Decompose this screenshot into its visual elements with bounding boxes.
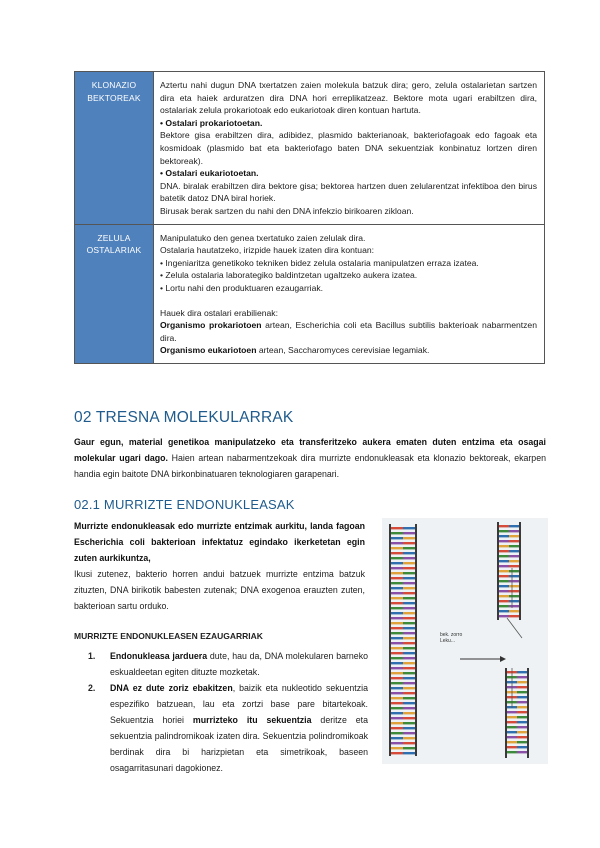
dna-base-pair xyxy=(403,587,415,589)
dna-restriction-figure xyxy=(382,518,548,764)
dna-base-pair xyxy=(391,622,403,624)
dna-base-pair xyxy=(509,595,519,597)
dna-base-pair xyxy=(517,736,527,738)
dna-base-pair xyxy=(403,602,415,604)
dna-base-pair xyxy=(403,557,415,559)
dna-base-pair xyxy=(499,545,509,547)
section-intro: Gaur egun, material genetikoa manipulatzeko eta transferitzeko aukera ematen duten entzima eta osagai molekular ugari dago. Haien artean nabarmentzekoak dira murrizte endonukleasak eta klonazio bektoreak, ekarpen handia egin baitote DNA birkonbinatuaren teknologiaren garapenari. xyxy=(74,437,546,479)
dna-base-pair xyxy=(391,532,403,534)
dna-base-pair xyxy=(403,592,415,594)
dna-base-pair xyxy=(517,671,527,673)
paragraph: DNA. biralak erabiltzen dira bektore gisa; bektorea hartzen duen zelularentzat infektiboa den birus batetik datoz DNA biral horiek. xyxy=(160,180,537,204)
dna-base-pair xyxy=(499,610,509,612)
table-row xyxy=(75,224,545,363)
paragraph: Aztertu nahi dugun DNA txertatzen zaien molekula batzuk dira; gero, zelula ostalarietan sartzen dira eta haiek arduratzen dira DNA hori erreplikatzeaz. Bektore mota ugari erabiltzen dira, ostalariak zelula prokariotoak edo eukariotoak diren kontuan hartuta. xyxy=(160,80,537,116)
dna-base-pair xyxy=(403,732,415,734)
paragraph: Hauek dira ostalari erabilienak: xyxy=(160,307,278,318)
dna-base-pair xyxy=(391,647,403,649)
dna-base-pair xyxy=(403,707,415,709)
paragraph: Birusak berak sartzen du nahi den DNA infekzio birikoaren zikloan. xyxy=(160,205,414,216)
dna-base-pair xyxy=(509,600,519,602)
dna-base-pair xyxy=(403,627,415,629)
dna-base-pair xyxy=(509,580,519,582)
dna-base-pair xyxy=(507,746,517,748)
dna-base-pair xyxy=(499,595,509,597)
dna-base-pair xyxy=(509,575,519,577)
dna-base-pair xyxy=(391,637,403,639)
dna-base-pair xyxy=(391,672,403,674)
dna-base-pair xyxy=(403,572,415,574)
dna-base-pair xyxy=(391,617,403,619)
dna-helix-right-top xyxy=(498,522,520,620)
dna-base-pair xyxy=(391,542,403,544)
dna-base-pair xyxy=(403,697,415,699)
list-item: Organismo prokariotoen artean, Escherichia coli eta Bacillus subtilis bakterioak nabarmentzen dira. xyxy=(160,320,537,343)
row-body-klonazio xyxy=(154,72,545,225)
dna-base-pair xyxy=(517,706,527,708)
dna-base-pair xyxy=(391,737,403,739)
dna-base-pair xyxy=(509,585,519,587)
dna-base-pair xyxy=(403,687,415,689)
dna-diagram xyxy=(382,518,548,764)
dna-base-pair xyxy=(403,632,415,634)
dna-base-pair xyxy=(499,590,509,592)
dna-base-pair xyxy=(391,642,403,644)
list-item: • Lortu nahi den produktuaren ezaugarriak. xyxy=(160,282,324,293)
dna-base-pair xyxy=(391,562,403,564)
list-item: 1. Endonukleasa jarduera dute, hau da, DNA molekularen barneko eskualdeetan egiten dituzte mozketak. xyxy=(88,651,368,677)
paragraph: Manipulatuko den genea txertatuko zaien zelulak dira. xyxy=(160,232,366,243)
dna-base-pair xyxy=(403,532,415,534)
dna-base-pair xyxy=(499,600,509,602)
info-table xyxy=(74,71,545,364)
dna-base-pair xyxy=(403,672,415,674)
dna-base-pair xyxy=(403,617,415,619)
dna-base-pair xyxy=(499,525,509,527)
dna-base-pair xyxy=(403,537,415,539)
dna-base-pair xyxy=(403,527,415,529)
dna-base-pair xyxy=(499,565,509,567)
dna-base-pair xyxy=(403,612,415,614)
dna-base-pair xyxy=(517,681,527,683)
dna-base-pair xyxy=(391,727,403,729)
dna-base-pair xyxy=(507,751,517,753)
dna-base-pair xyxy=(391,722,403,724)
paragraph: Ostalaria hautatzeko, irizpide hauek izaten dira kontuan: xyxy=(160,245,375,256)
dna-base-pair xyxy=(403,727,415,729)
dna-base-pair xyxy=(509,590,519,592)
dna-base-pair xyxy=(403,737,415,739)
list-item: • Zelula ostalaria laborategiko baldintzetan ugaltzeko aukera izatea. xyxy=(160,270,418,281)
dna-base-pair xyxy=(391,697,403,699)
dna-base-pair xyxy=(507,721,517,723)
dna-base-pair xyxy=(499,615,509,617)
row-header-zelula: ZELULA OSTALARIAK xyxy=(75,224,154,363)
dna-base-pair xyxy=(509,530,519,532)
dna-base-pair xyxy=(517,726,527,728)
dna-base-pair xyxy=(403,542,415,544)
subsection-title: 02.1 MURRIZTE ENDONUKLEASAK xyxy=(74,497,295,512)
dna-base-pair xyxy=(391,692,403,694)
dna-base-pair xyxy=(517,686,527,688)
dna-base-pair xyxy=(517,691,527,693)
dna-base-pair xyxy=(403,642,415,644)
subsection-body xyxy=(74,518,365,614)
paragraph: Bektore gisa erabiltzen dira, adibidez, plasmido bakterianoak, bakteriofagoak edo fagoak eta kosmidoak (plasmido bat eta bakteriofago baten DNA sekuentziak konbinatuz lortzen diren bektoreak). xyxy=(160,130,537,166)
list-item: • Ingeniaritza genetikoko tekniken bidez zelula ostalaria manipulatzen erraza izatea. xyxy=(160,257,479,268)
dna-base-pair xyxy=(403,747,415,749)
dna-base-pair xyxy=(391,612,403,614)
dna-base-pair xyxy=(403,717,415,719)
dna-base-pair xyxy=(403,722,415,724)
dna-base-pair xyxy=(391,567,403,569)
dna-base-pair xyxy=(391,667,403,669)
dna-base-pair xyxy=(403,667,415,669)
dna-base-pair xyxy=(391,597,403,599)
dna-base-pair xyxy=(403,582,415,584)
dna-base-pair xyxy=(391,747,403,749)
list-item: 2. DNA ez dute zoriz ebakitzen, baizik eta nukleotido sekuentzia espezifiko batzuean, lau eta zortzi base pare bitartekoak. Sekuentzia horiei murrizteko itu sekuentzia deritze eta sekuentzia palindromikoak izaten dira. Sekuentzia polindromikoak berdinak dira bi harizpietan eta simetrikoak, baseen osagarritasunari dagokionez. xyxy=(88,683,368,773)
dna-base-pair xyxy=(499,555,509,557)
dna-base-pair xyxy=(507,711,517,713)
dna-base-pair xyxy=(391,527,403,529)
dna-base-pair xyxy=(499,605,509,607)
dna-base-pair xyxy=(517,751,527,753)
dna-base-pair xyxy=(391,602,403,604)
dna-helix-right-bottom xyxy=(506,668,528,758)
dna-base-pair xyxy=(499,575,509,577)
row-header-klonazio: KLONAZIO BEKTOREAK xyxy=(75,72,154,225)
dna-base-pair xyxy=(403,752,415,754)
dna-base-pair xyxy=(499,550,509,552)
dna-helix-left xyxy=(390,524,416,756)
dna-base-pair xyxy=(499,530,509,532)
dna-base-pair xyxy=(499,570,509,572)
dna-base-pair xyxy=(509,605,519,607)
dna-base-pair xyxy=(391,577,403,579)
dna-base-pair xyxy=(391,707,403,709)
dna-base-pair xyxy=(391,537,403,539)
paragraph: Ikusi zutenez, bakterio horren andui batzuek murrizte entzima batzuk zituzten, DNA birikotik babesten zutenak; DNA exogenoa erauzten zuten, bakterioan sartu orduko. xyxy=(74,569,365,611)
dna-base-pair xyxy=(391,732,403,734)
dna-base-pair xyxy=(403,702,415,704)
dna-base-pair xyxy=(517,721,527,723)
dna-base-pair xyxy=(499,585,509,587)
dna-base-pair xyxy=(509,550,519,552)
dna-base-pair xyxy=(403,607,415,609)
dna-base-pair xyxy=(403,712,415,714)
dna-base-pair xyxy=(391,682,403,684)
dna-base-pair xyxy=(403,552,415,554)
dna-base-pair xyxy=(499,560,509,562)
list-item: Organismo eukariotoen artean, Saccharomyces cerevisiae legamiak. xyxy=(160,345,430,356)
dna-base-pair xyxy=(507,731,517,733)
dna-base-pair xyxy=(517,676,527,678)
dna-base-pair xyxy=(507,716,517,718)
dna-base-pair xyxy=(391,572,403,574)
bullet-title: • Ostalari prokariotoetan. xyxy=(160,117,263,128)
dna-base-pair xyxy=(403,692,415,694)
bullet-title: • Ostalari eukariotoetan. xyxy=(160,168,259,179)
dna-base-pair xyxy=(391,687,403,689)
dna-base-pair xyxy=(391,652,403,654)
dna-base-pair xyxy=(517,701,527,703)
dna-base-pair xyxy=(403,622,415,624)
features-title: MURRIZTE ENDONUKLEASEN EZAUGARRIAK xyxy=(74,631,263,641)
dna-base-pair xyxy=(391,657,403,659)
dna-base-pair xyxy=(509,545,519,547)
dna-base-pair xyxy=(517,746,527,748)
dna-base-pair xyxy=(403,647,415,649)
dna-base-pair xyxy=(391,717,403,719)
dna-base-pair xyxy=(391,552,403,554)
dna-base-pair xyxy=(403,567,415,569)
dna-base-pair xyxy=(391,702,403,704)
dna-base-pair xyxy=(507,736,517,738)
dna-base-pair xyxy=(391,592,403,594)
dna-base-pair xyxy=(517,696,527,698)
dna-base-pair xyxy=(403,652,415,654)
dna-base-pair xyxy=(403,662,415,664)
dna-base-pair xyxy=(517,741,527,743)
dna-base-pair xyxy=(509,525,519,527)
dna-base-pair xyxy=(499,535,509,537)
dna-base-pair xyxy=(391,547,403,549)
dna-base-pair xyxy=(507,726,517,728)
figure-label: Leku... xyxy=(440,638,456,644)
dna-base-pair xyxy=(391,742,403,744)
dna-base-pair xyxy=(499,540,509,542)
dna-base-pair xyxy=(391,662,403,664)
dna-base-pair xyxy=(517,716,527,718)
dna-base-pair xyxy=(391,607,403,609)
dna-base-pair xyxy=(391,632,403,634)
dna-base-pair xyxy=(391,587,403,589)
dna-base-pair xyxy=(403,682,415,684)
dna-base-pair xyxy=(507,741,517,743)
table-row xyxy=(75,72,545,225)
row-body-zelula xyxy=(154,224,545,363)
section-title: 02 TRESNA MOLEKULARRAK xyxy=(74,409,294,426)
dna-base-pair xyxy=(509,560,519,562)
features-list xyxy=(88,648,368,776)
dna-base-pair xyxy=(391,752,403,754)
dna-base-pair xyxy=(509,570,519,572)
dna-base-pair xyxy=(517,711,527,713)
dna-base-pair xyxy=(391,677,403,679)
dna-base-pair xyxy=(517,731,527,733)
dna-base-pair xyxy=(403,577,415,579)
arrow-head-icon xyxy=(500,656,506,662)
dna-base-pair xyxy=(403,637,415,639)
figure-label: bek. zorro xyxy=(440,632,463,638)
dna-base-pair xyxy=(509,615,519,617)
dna-base-pair xyxy=(403,657,415,659)
dna-base-pair xyxy=(391,557,403,559)
dna-base-pair xyxy=(403,677,415,679)
dna-base-pair xyxy=(509,565,519,567)
dna-base-pair xyxy=(403,547,415,549)
dna-base-pair xyxy=(391,627,403,629)
bold-paragraph: Murrizte endonukleasak edo murrizte entzimak aurkitu, landa fagoan Escherichia coli bakterioan infektatuz egindako ikerketetan egin zuten aurkikuntza, xyxy=(74,521,365,563)
dna-base-pair xyxy=(403,742,415,744)
dna-base-pair xyxy=(403,597,415,599)
dna-base-pair xyxy=(499,580,509,582)
dna-base-pair xyxy=(509,535,519,537)
dna-base-pair xyxy=(509,540,519,542)
dna-base-pair xyxy=(509,610,519,612)
dna-base-pair xyxy=(391,582,403,584)
dna-base-pair xyxy=(403,562,415,564)
dna-base-pair xyxy=(509,555,519,557)
dna-base-pair xyxy=(391,712,403,714)
